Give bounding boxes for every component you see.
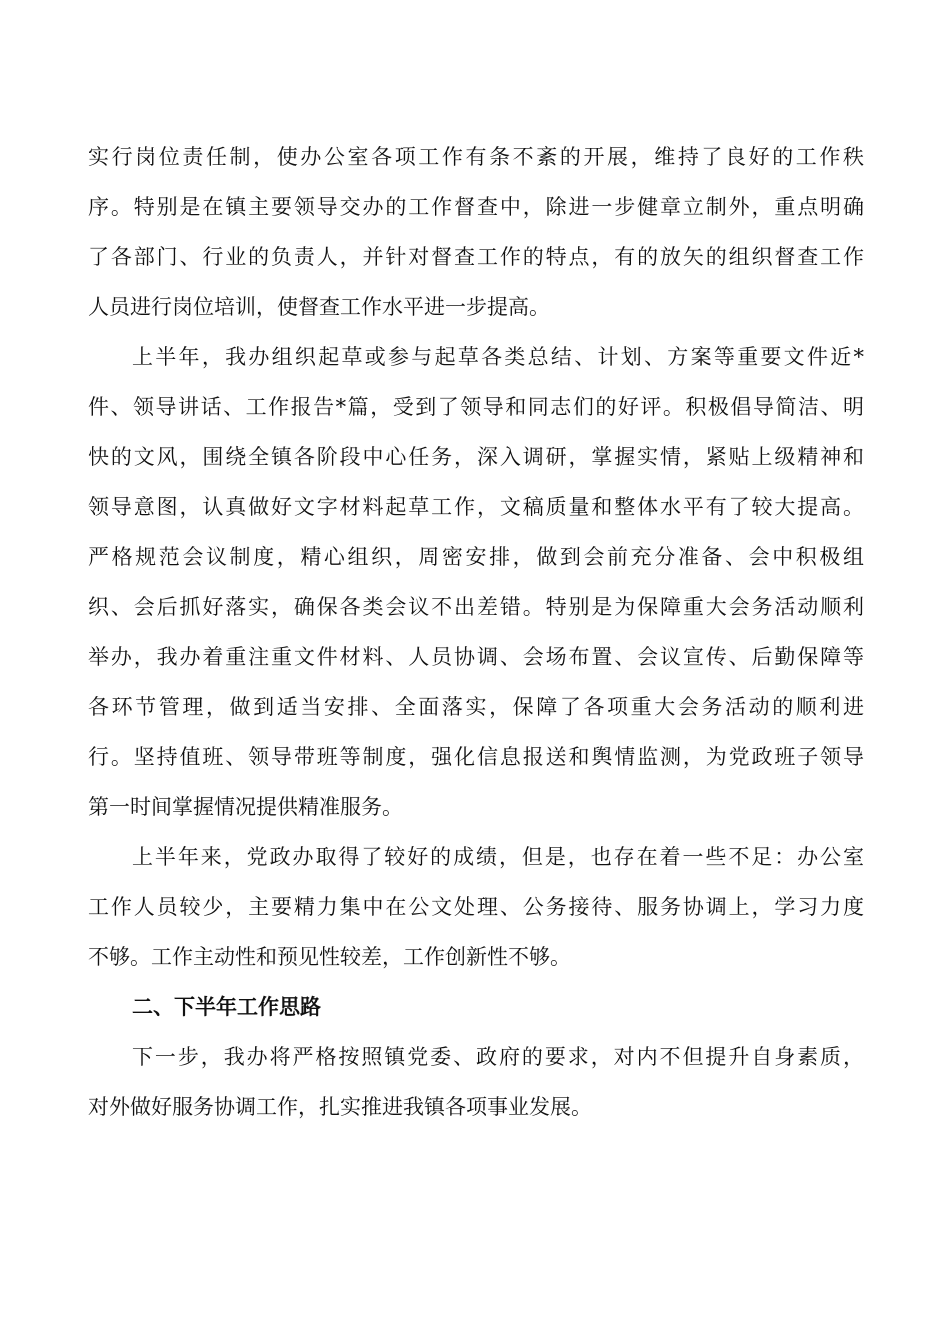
text-line: 件、领导讲话、工作报告*篇，受到了领导和同志们的好评。积极倡导简洁、明 [88, 395, 864, 419]
text-line: 各环节管理，做到适当安排、全面落实，保障了各项重大会务活动的顺利进 [88, 695, 864, 719]
text-line: 上半年，我办组织起草或参与起草各类总结、计划、方案等重要文件近* [132, 345, 864, 369]
section-heading: 二、下半年工作思路 [132, 995, 321, 1019]
text-line: 了各部门、行业的负责人，并针对督查工作的特点，有的放矢的组织督查工作 [88, 245, 864, 269]
text-line: 上半年来，党政办取得了较好的成绩，但是，也存在着一些不足：办公室 [132, 845, 864, 869]
text-line: 不够。工作主动性和预见性较差，工作创新性不够。 [88, 945, 571, 969]
paragraph-2 [88, 332, 864, 832]
text-line: 序。特别是在镇主要领导交办的工作督查中，除进一步健章立制外，重点明确 [88, 195, 864, 219]
document-body [88, 132, 864, 1132]
paragraph-3 [88, 832, 864, 982]
text-line: 领导意图，认真做好文字材料起草工作，文稿质量和整体水平有了较大提高。 [88, 495, 864, 519]
text-line: 对外做好服务协调工作，扎实推进我镇各项事业发展。 [88, 1095, 592, 1119]
text-line: 严格规范会议制度，精心组织，周密安排，做到会前充分准备、会中积极组 [88, 545, 864, 569]
text-line: 实行岗位责任制，使办公室各项工作有条不紊的开展，维持了良好的工作秩 [88, 145, 864, 169]
text-line: 行。坚持值班、领导带班等制度，强化信息报送和舆情监测，为党政班子领导 [88, 745, 864, 769]
text-line: 举办，我办着重注重文件材料、人员协调、会场布置、会议宣传、后勤保障等 [88, 645, 864, 669]
text-line: 快的文风，围绕全镇各阶段中心任务，深入调研，掌握实情，紧贴上级精神和 [88, 445, 864, 469]
text-line: 工作人员较少，主要精力集中在公文处理、公务接待、服务协调上，学习力度 [88, 895, 864, 919]
text-line: 人员进行岗位培训，使督查工作水平进一步提高。 [88, 295, 550, 319]
text-line: 第一时间掌握情况提供精准服务。 [88, 795, 403, 819]
paragraph-4 [88, 1032, 864, 1132]
text-line: 织、会后抓好落实，确保各类会议不出差错。特别是为保障重大会务活动顺利 [88, 595, 864, 619]
paragraph-1 [88, 132, 864, 332]
text-line: 下一步，我办将严格按照镇党委、政府的要求，对内不但提升自身素质， [132, 1045, 864, 1069]
